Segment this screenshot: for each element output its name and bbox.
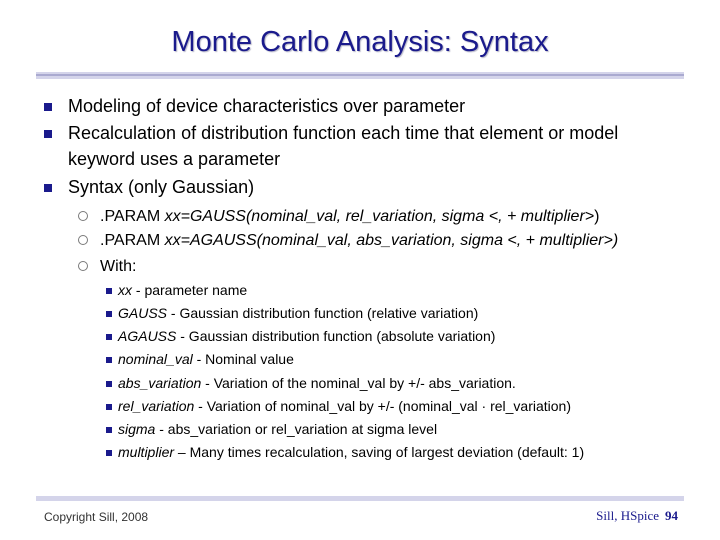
definition-desc: - Gaussian distribution function (absolute variation) bbox=[176, 328, 496, 344]
copyright-text: Copyright Sill, 2008 bbox=[44, 510, 149, 524]
title-divider bbox=[36, 72, 684, 79]
syntax-close: ) bbox=[594, 208, 600, 225]
definition-term: GAUSS bbox=[118, 305, 168, 321]
definition-desc: - Variation of nominal_val by +/- (nominal_val · rel_variation) bbox=[194, 398, 572, 414]
square-bullet-icon bbox=[106, 450, 112, 456]
square-bullet-icon bbox=[106, 381, 112, 387]
circle-bullet-icon bbox=[78, 261, 88, 271]
definition-term: xx bbox=[118, 282, 132, 298]
definition-desc: - Variation of the nominal_val by +/- abs_variation. bbox=[201, 375, 516, 391]
square-bullet-icon bbox=[106, 404, 112, 410]
square-bullet-icon bbox=[44, 130, 52, 138]
bullet-text: Modeling of device characteristics over parameter bbox=[68, 96, 466, 116]
square-bullet-icon bbox=[106, 357, 112, 363]
footer-divider bbox=[36, 496, 684, 501]
definition-term: AGAUSS bbox=[118, 328, 177, 344]
sub-bullet-text: With: bbox=[100, 258, 137, 275]
syntax-keyword: .PARAM bbox=[100, 232, 165, 249]
circle-bullet-icon bbox=[78, 235, 88, 245]
sub-bullet-text bbox=[100, 229, 618, 252]
square-bullet-icon bbox=[106, 288, 112, 294]
syntax-keyword: .PARAM bbox=[100, 208, 165, 225]
definition-term: multiplier bbox=[118, 444, 175, 460]
definition-desc: – Many times recalculation, saving of largest deviation (default: 1) bbox=[174, 444, 585, 460]
square-bullet-icon bbox=[106, 311, 112, 317]
definition-desc: - parameter name bbox=[132, 282, 248, 298]
square-bullet-icon bbox=[106, 334, 112, 340]
square-bullet-icon bbox=[106, 427, 112, 433]
definition-desc: - Nominal value bbox=[192, 351, 294, 367]
square-bullet-icon bbox=[44, 103, 52, 111]
definition-term: sigma bbox=[118, 421, 156, 437]
definition-desc: - abs_variation or rel_variation at sigma level bbox=[155, 421, 438, 437]
circle-bullet-icon bbox=[78, 211, 88, 221]
square-bullet-icon bbox=[44, 184, 52, 192]
definition-desc: - Gaussian distribution function (relative variation) bbox=[167, 305, 479, 321]
bullet-text: Syntax (only Gaussian) bbox=[68, 177, 255, 197]
definition-term: rel_variation bbox=[118, 398, 195, 414]
syntax-args: xx=AGAUSS(nominal_val, abs_variation, sigma <, + multiplier>) bbox=[164, 232, 619, 249]
slide-title: Monte Carlo Analysis: Syntax bbox=[171, 26, 549, 58]
source-label: Sill, HSpice bbox=[596, 508, 659, 523]
page-number: 94 bbox=[665, 508, 678, 523]
footer-source bbox=[560, 508, 678, 524]
syntax-args: xx=GAUSS(nominal_val, rel_variation, sigma <, + multiplier> bbox=[164, 208, 595, 225]
definition-term: abs_variation bbox=[118, 375, 202, 391]
definition-term: nominal_val bbox=[118, 351, 193, 367]
bullet-text: Recalculation of distribution function each time that element or model bbox=[68, 123, 619, 143]
sub-bullet-text bbox=[100, 205, 599, 228]
bullet-text: keyword uses a parameter bbox=[68, 149, 281, 169]
